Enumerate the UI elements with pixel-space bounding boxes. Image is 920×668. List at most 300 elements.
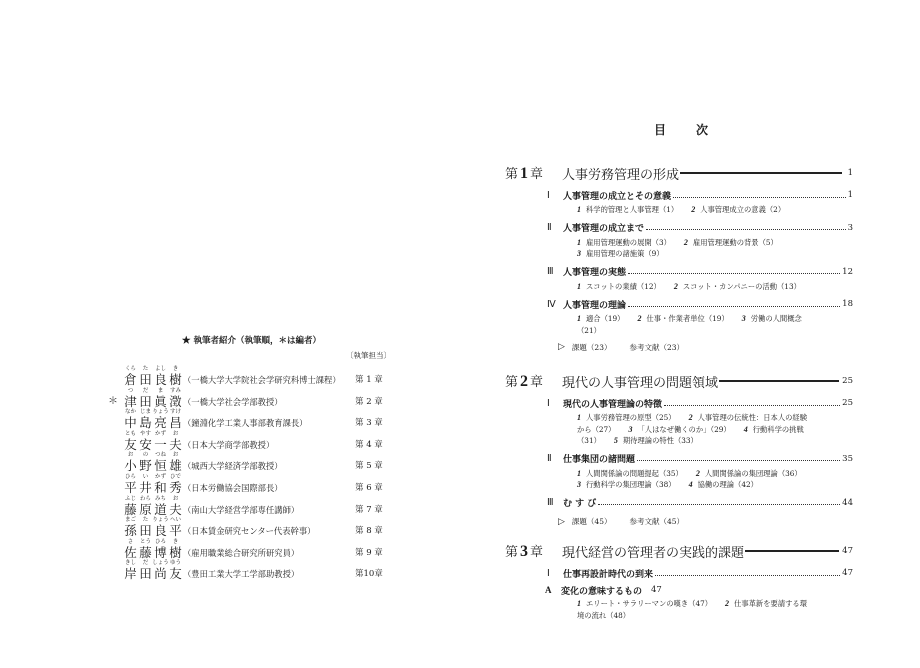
- editor-mark: [108, 473, 123, 481]
- item-number: 1: [577, 281, 581, 291]
- furigana: き: [172, 538, 179, 545]
- name-kanji: 田: [139, 566, 152, 582]
- furigana: とも: [124, 430, 136, 437]
- name-kanji: 田: [139, 372, 152, 387]
- item-number: 2: [688, 413, 693, 422]
- item-text: 協働の理論（42）: [697, 480, 758, 489]
- furigana: ひで: [169, 473, 181, 480]
- section-numeral: Ⅰ: [547, 398, 550, 409]
- name-char: [123, 365, 138, 387]
- item-number: 5: [613, 436, 618, 445]
- name-kanji: 眞: [154, 393, 167, 409]
- furigana: へい: [169, 517, 181, 524]
- name-kanji: 樹: [169, 372, 182, 387]
- name-kanji: 田: [139, 393, 152, 409]
- editor-mark: ＊: [108, 395, 118, 407]
- section-page-number: 3: [847, 222, 853, 233]
- item-text: 雇用管理の諸施策（9）: [586, 249, 664, 258]
- author-row: [108, 495, 408, 517]
- chapter-number: 3: [520, 543, 529, 560]
- author-name: [123, 495, 183, 517]
- name-char: [168, 559, 183, 581]
- furigana: りょう: [152, 409, 169, 416]
- name-char: [123, 451, 138, 473]
- toc-page: [460, 0, 920, 668]
- section-title: 仕事再設計時代の到来: [563, 569, 654, 580]
- name-kanji: 中: [124, 415, 137, 431]
- section-items: [505, 468, 853, 491]
- furigana: た: [142, 517, 149, 524]
- item-line: [577, 248, 853, 260]
- editor-mark: [108, 516, 123, 524]
- furigana: ひろ: [154, 538, 166, 545]
- editor-mark: [108, 559, 123, 567]
- name-char: [153, 387, 168, 409]
- chapter-leader-rule: [719, 380, 839, 381]
- furigana: よし: [154, 366, 166, 372]
- item-number: 1: [577, 599, 581, 608]
- section-page-number: 47: [842, 568, 853, 578]
- authors-heading: ★ 執筆者紹介（執筆順，＊は編者）: [182, 336, 321, 346]
- author-affiliation: （南山大学経営学部専任講師）: [183, 504, 300, 515]
- assignment-item: 参考文献（23）: [629, 342, 685, 352]
- item-number: 4: [743, 424, 748, 434]
- item-entry: [696, 469, 802, 478]
- chapter-leader-rule: [745, 550, 839, 551]
- author-name: [123, 516, 183, 538]
- furigana: くら: [124, 366, 136, 372]
- chapter-heading: [505, 371, 853, 391]
- furigana: ま: [157, 387, 164, 394]
- name-kanji: 倉: [124, 372, 137, 387]
- furigana: ひら: [124, 473, 136, 480]
- furigana: りょう: [152, 517, 169, 524]
- furigana: わら: [139, 495, 151, 502]
- furigana: じま: [139, 409, 151, 416]
- item-line: [577, 281, 853, 293]
- name-char: [153, 473, 168, 495]
- author-name: [123, 430, 183, 452]
- item-text: 「人はなぜ働くのか」（29）: [637, 424, 731, 434]
- editor-mark: [108, 365, 123, 373]
- item-text: スコット・カンパニーの活動（13）: [682, 281, 801, 291]
- item-text: （31）: [577, 436, 601, 445]
- name-kanji: 安: [139, 436, 152, 452]
- section-page-number: 1: [847, 190, 853, 200]
- author-row: [108, 365, 408, 387]
- name-char: [138, 365, 153, 387]
- section-title: 人事管理の成立まで: [563, 224, 645, 234]
- name-char: [153, 430, 168, 452]
- section-items: [505, 237, 853, 260]
- subsection-title: 変化の意味するもの: [561, 586, 643, 597]
- section-heading: [505, 395, 853, 411]
- name-char: [138, 473, 153, 495]
- section-heading: [505, 451, 853, 467]
- chapter-number: 1: [520, 165, 529, 182]
- author-affiliation: （鐘淵化学工業人事部教育課長）: [183, 418, 308, 429]
- item-entry: [577, 436, 601, 445]
- section-title: 人事管理の理論: [563, 300, 627, 311]
- author-chapter: 第 8 章: [355, 526, 383, 537]
- furigana: まご: [124, 517, 136, 524]
- toc-chapters: [505, 0, 853, 668]
- chapter-prefix: 第: [505, 545, 519, 560]
- chapter-suffix: 章: [530, 545, 544, 560]
- subsection-heading: [505, 583, 853, 597]
- author-affiliation: （日本大学商学部教授）: [183, 439, 275, 450]
- author-name: [123, 538, 183, 560]
- item-number: 3: [577, 480, 581, 489]
- item-text: 労働の人間概念: [750, 314, 802, 323]
- item-number: 2: [695, 468, 700, 478]
- item-number: 2: [637, 314, 642, 323]
- name-char: [123, 387, 138, 409]
- item-line: [577, 479, 853, 491]
- item-text: 雇用管理運動の展開（3）: [586, 237, 671, 247]
- item-entry: [577, 249, 664, 258]
- name-char: [138, 387, 153, 409]
- item-entry: [637, 314, 728, 323]
- name-kanji: 秀: [169, 479, 182, 495]
- assignments-line: [505, 515, 853, 529]
- section-numeral: Ⅲ: [547, 267, 554, 277]
- author-list: [108, 365, 408, 581]
- name-kanji: 亮: [154, 415, 167, 431]
- name-char: [153, 559, 168, 581]
- item-number: 2: [683, 237, 688, 247]
- chapter-prefix: 第: [505, 375, 519, 390]
- item-text: 人事管理の伝統性：日本人の経験: [697, 413, 808, 422]
- dotted-leader: [655, 575, 840, 576]
- chapter-heading: [505, 163, 853, 183]
- section-items: [505, 204, 853, 216]
- item-text: 人事労務管理の原型（25）: [586, 413, 676, 422]
- name-kanji: 一: [154, 436, 167, 452]
- author-row: [108, 430, 408, 452]
- name-char: [123, 473, 138, 495]
- author-name: [123, 408, 183, 430]
- item-entry: [577, 425, 615, 434]
- chapter-title: 現代の人事管理の問題領域: [562, 375, 719, 391]
- name-char: [168, 538, 183, 560]
- name-char: [168, 495, 183, 517]
- furigana: すけ: [169, 409, 181, 416]
- chapter-title: 人事労務管理の形成: [562, 167, 680, 183]
- name-kanji: 博: [154, 544, 167, 560]
- item-entry: [689, 480, 758, 489]
- chapter-number: 2: [520, 373, 529, 390]
- toc-chapter: [505, 163, 853, 354]
- name-char: [153, 365, 168, 387]
- author-row: [108, 538, 408, 560]
- author-row: [108, 387, 408, 409]
- section-heading: [505, 264, 853, 280]
- item-text: 人間関係論の集団理論（36）: [704, 468, 802, 478]
- editor-mark: [108, 495, 123, 503]
- furigana: お: [172, 495, 179, 502]
- name-kanji: 友: [169, 566, 182, 582]
- chapter-page-number: 25: [842, 376, 853, 386]
- item-entry: [577, 326, 601, 335]
- assignment-item: 課題（45）: [571, 517, 612, 526]
- name-kanji: 良: [154, 523, 167, 539]
- author-row: [108, 408, 408, 430]
- item-text: 境の流れ（48）: [577, 610, 631, 620]
- name-char: [138, 408, 153, 430]
- item-number: 1: [577, 413, 581, 422]
- name-kanji: 野: [139, 458, 152, 474]
- furigana: なか: [124, 409, 136, 416]
- item-entry: [614, 436, 698, 445]
- chapter-suffix: 章: [530, 167, 544, 182]
- author-affiliation: （城西大学経済学部教授）: [183, 461, 283, 472]
- item-entry: [674, 282, 801, 291]
- name-kanji: 平: [169, 523, 182, 539]
- item-text: から（27）: [577, 424, 616, 434]
- name-kanji: 津: [124, 393, 137, 409]
- item-entry: [744, 425, 804, 434]
- toc-chapter: [505, 541, 853, 621]
- name-kanji: 良: [154, 372, 167, 387]
- section-numeral: Ⅱ: [547, 223, 552, 233]
- dotted-leader: [628, 273, 840, 274]
- chapter-label: [505, 163, 562, 183]
- author-row: [108, 516, 408, 538]
- item-text: 科学的管理と人事管理（1）: [586, 205, 679, 214]
- furigana: さ: [127, 538, 134, 545]
- name-char: [153, 451, 168, 473]
- subsection-letter: A: [545, 585, 552, 595]
- item-text: 仕事革新を要請する環: [734, 599, 808, 608]
- name-kanji: 島: [139, 415, 152, 431]
- item-line: [577, 412, 853, 424]
- item-number: 1: [577, 237, 581, 247]
- section-numeral: Ⅰ: [547, 190, 550, 201]
- furigana: だ: [142, 560, 149, 567]
- name-char: [123, 559, 138, 581]
- assignment-item: 参考文献（45）: [629, 517, 685, 526]
- name-kanji: 雄: [169, 458, 182, 474]
- name-kanji: 和: [154, 479, 167, 495]
- chapter-page-number: 1: [847, 168, 853, 178]
- item-entry: [577, 282, 661, 291]
- item-line: [577, 204, 853, 216]
- item-line: [577, 313, 853, 325]
- furigana: とう: [139, 538, 151, 545]
- item-number: 3: [741, 314, 746, 323]
- name-kanji: 岸: [124, 566, 137, 582]
- author-chapter: 第 6 章: [355, 482, 383, 493]
- furigana: お: [172, 452, 179, 459]
- item-text: 仕事・作業者単位（19）: [646, 314, 729, 323]
- item-line: [577, 610, 853, 622]
- furigana: みち: [154, 495, 166, 502]
- item-line: [577, 325, 853, 337]
- name-char: [123, 495, 138, 517]
- author-chapter: 第 1 章: [355, 375, 383, 385]
- name-char: [168, 451, 183, 473]
- author-affiliation: （雇用職業総合研究所研究員）: [183, 547, 300, 558]
- name-kanji: 道: [154, 501, 167, 517]
- author-row: [108, 473, 408, 495]
- author-name: [123, 559, 183, 581]
- author-name: [123, 387, 183, 409]
- chapter-leader-rule: [680, 172, 842, 173]
- name-char: [168, 387, 183, 409]
- section-numeral: Ⅱ: [547, 454, 552, 464]
- section-numeral: Ⅰ: [547, 568, 550, 579]
- item-number: 1: [577, 205, 581, 214]
- name-kanji: 井: [139, 479, 152, 495]
- subsection-page-number: 47: [651, 585, 662, 595]
- item-line: [577, 435, 853, 447]
- item-text: 雇用管理運動の背景（5）: [692, 237, 778, 247]
- chapter-label: [505, 541, 562, 561]
- name-kanji: 夫: [169, 436, 182, 452]
- name-char: [153, 495, 168, 517]
- author-row: [108, 451, 408, 473]
- author-affiliation: （一橋大学大学院社会学研究科博士課程）: [183, 375, 341, 385]
- section-page-number: 18: [842, 299, 853, 309]
- name-char: [168, 365, 183, 387]
- section-heading: [505, 187, 853, 203]
- author-row: [108, 559, 408, 581]
- author-name: [123, 365, 183, 387]
- section-title: む す び: [563, 499, 597, 509]
- name-kanji: 原: [139, 501, 152, 517]
- item-number: 2: [725, 599, 730, 608]
- name-kanji: 孫: [124, 523, 137, 539]
- furigana: かず: [154, 430, 166, 437]
- play-triangle-icon: [558, 342, 565, 352]
- item-text: 人間関係論の問題提起（35）: [586, 468, 683, 478]
- editor-mark: [108, 451, 123, 459]
- item-entry: [742, 314, 802, 323]
- item-entry: [628, 425, 730, 434]
- furigana: かず: [154, 473, 166, 480]
- section-heading: [505, 495, 853, 511]
- section-numeral: Ⅳ: [547, 299, 556, 310]
- section-items: [505, 412, 853, 447]
- item-text: 人事管理成立の意義（2）: [700, 205, 786, 214]
- section-heading: [505, 296, 853, 312]
- dotted-leader: [673, 197, 846, 198]
- item-text: （21）: [577, 325, 601, 335]
- name-char: [123, 538, 138, 560]
- section-page-number: 25: [842, 398, 853, 408]
- dotted-leader: [628, 306, 840, 307]
- name-char: [138, 495, 153, 517]
- item-number: 1: [577, 468, 581, 478]
- item-entry: [577, 238, 671, 247]
- name-char: [168, 430, 183, 452]
- chapter-title: 現代経営の管理者の実践的課題: [562, 545, 745, 561]
- furigana: た: [142, 366, 149, 372]
- item-entry: [577, 469, 683, 478]
- name-char: [153, 538, 168, 560]
- name-kanji: 昌: [169, 415, 182, 431]
- item-number: 3: [577, 249, 581, 258]
- section-page-number: 44: [842, 497, 853, 508]
- item-entry: [577, 599, 712, 608]
- furigana: お: [172, 430, 179, 437]
- section-items: [505, 598, 853, 621]
- item-entry: [577, 413, 676, 422]
- furigana: きし: [124, 560, 136, 567]
- name-char: [138, 559, 153, 581]
- furigana: ゆう: [169, 560, 181, 567]
- item-text: 適合（19）: [586, 314, 625, 323]
- item-entry: [684, 238, 778, 247]
- name-char: [168, 516, 183, 538]
- author-chapter: 第10章: [355, 569, 383, 580]
- item-number: 2: [673, 281, 678, 291]
- name-char: [168, 473, 183, 495]
- section-title: 仕事集団の諸問題: [563, 455, 636, 465]
- furigana: の: [142, 452, 149, 459]
- furigana: すみ: [169, 387, 181, 394]
- section-page-number: 35: [842, 453, 853, 464]
- name-kanji: 澂: [169, 393, 182, 409]
- item-entry: [689, 413, 807, 422]
- item-entry: [577, 480, 676, 489]
- item-line: [577, 237, 853, 249]
- name-char: [138, 516, 153, 538]
- item-text: 行動科学の挑戦: [752, 424, 804, 434]
- author-chapter: 第 9 章: [355, 547, 383, 558]
- item-entry: [691, 205, 785, 214]
- item-text: スコットの業績（12）: [586, 281, 661, 291]
- author-affiliation: （一橋大学社会学部教授）: [183, 396, 283, 407]
- name-char: [138, 451, 153, 473]
- author-chapter: 第 3 章: [355, 418, 383, 429]
- item-line: [577, 598, 853, 610]
- dotted-leader: [646, 229, 846, 230]
- furigana: つね: [154, 452, 166, 459]
- item-entry: [577, 611, 630, 620]
- section-items: [505, 281, 853, 293]
- editor-mark: [108, 538, 123, 546]
- item-line: [577, 468, 853, 480]
- chapter-heading: [505, 541, 853, 561]
- name-kanji: 藤: [139, 544, 152, 560]
- furigana: だ: [142, 387, 149, 394]
- furigana: しょう: [152, 560, 169, 567]
- item-entry: [725, 599, 807, 608]
- item-text: 期待理論の特性（33）: [622, 436, 698, 445]
- name-char: [153, 408, 168, 430]
- name-char: [123, 430, 138, 452]
- chapter-suffix: 章: [530, 375, 544, 390]
- name-kanji: 小: [124, 458, 137, 474]
- author-chapter: 第 5 章: [355, 461, 383, 472]
- section-title: 現代の人事管理論の特徴: [563, 399, 663, 410]
- item-number: 3: [628, 424, 633, 434]
- author-chapter: 第 4 章: [355, 439, 383, 450]
- author-affiliation: （日本労働協会国際部長）: [183, 482, 283, 493]
- section-page-number: 12: [842, 266, 853, 277]
- name-kanji: 藤: [124, 501, 137, 517]
- name-kanji: 恒: [154, 458, 167, 474]
- name-char: [153, 516, 168, 538]
- name-char: [138, 430, 153, 452]
- furigana: やす: [139, 430, 151, 437]
- editor-mark: [108, 430, 123, 438]
- name-kanji: 夫: [169, 501, 182, 517]
- name-kanji: 平: [124, 479, 137, 495]
- section-title: 人事管理の実態: [563, 268, 627, 278]
